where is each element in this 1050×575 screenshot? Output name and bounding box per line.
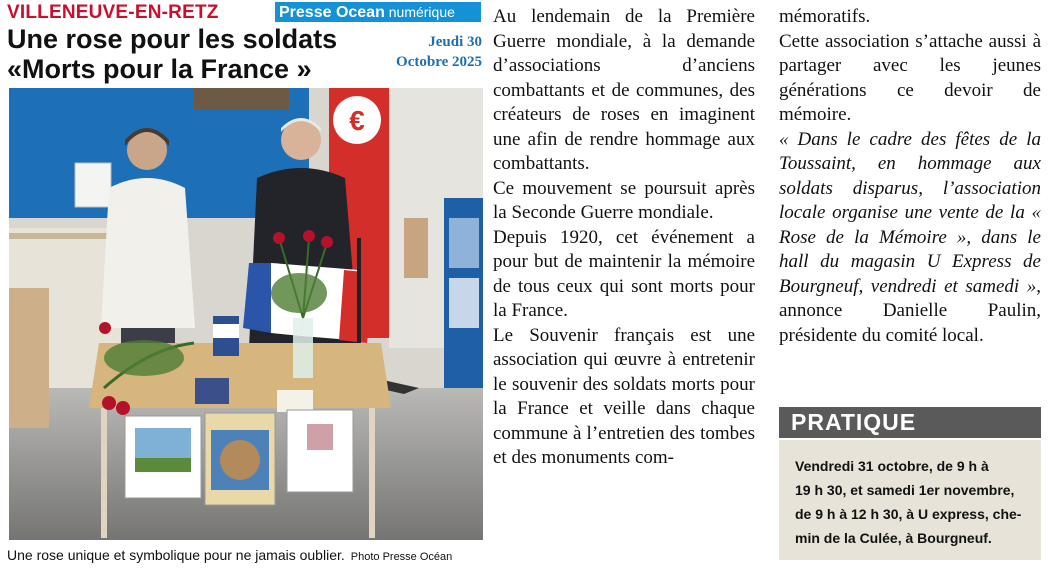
banner-logo-glyph: € bbox=[349, 105, 365, 136]
article-header-column bbox=[0, 0, 486, 575]
article-paragraph: Au lendemain de la Première Guerre mondiale, à la demande d’associations d’anciens combattants et de communes, des créateurs de roses en imaginent une afin de rendre hommage aux combattants. bbox=[493, 6, 755, 174]
brand-suffix: numérique bbox=[388, 4, 455, 20]
article-quote-paragraph bbox=[779, 128, 1041, 349]
brand-name: Presse Ocean bbox=[279, 4, 385, 21]
rose bbox=[116, 401, 130, 415]
article-paragraph: Cette association s’attache aussi à partager avec les jeunes générations ce devoir de mémoire. bbox=[779, 30, 1041, 125]
article-paragraph: Depuis 1920, cet événement a pour but de maintenir la mémoire de tous ceux qui sont morts pour la France. bbox=[493, 226, 755, 321]
photo-credit: Photo Presse Océan bbox=[350, 551, 453, 563]
publication-date bbox=[372, 32, 482, 72]
article-column-3 bbox=[779, 5, 1041, 348]
rose bbox=[99, 322, 111, 334]
article-paragraph: Le Souvenir français est une association qui œuvre à entretenir le souvenir des soldats morts pour la France et veille dans chaque commune à l’entretien des tombes et des monuments com- bbox=[493, 324, 755, 468]
pratique-box bbox=[779, 440, 1041, 560]
quote-attribution: , annonce Danielle Paulin, présidente du comité local. bbox=[779, 275, 1041, 346]
headline bbox=[7, 24, 377, 84]
pratique-line: Vendredi 31 octobre, de 9 h à bbox=[795, 458, 989, 474]
leaflet bbox=[277, 390, 313, 412]
rose bbox=[102, 396, 116, 410]
pratique-line: min de la Culée, à Bourgneuf. bbox=[795, 530, 992, 546]
leaflet bbox=[195, 378, 229, 404]
article-photo bbox=[9, 88, 483, 540]
article-paragraph: mémoratifs. bbox=[779, 6, 871, 27]
brand-banner bbox=[275, 2, 481, 22]
poster-rose bbox=[287, 410, 353, 492]
window-frame bbox=[194, 88, 289, 110]
article-quote: « Dans le cadre des fêtes de la Toussaint, en hommage aux soldats disparus, l’association locale organise une vente de la « Rose de la Mémoire », dans le hall du magasin U Express de Bourgneuf, vendredi et samedi » bbox=[779, 128, 1041, 297]
pratique-heading: PRATIQUE bbox=[779, 407, 1041, 438]
article-column-2 bbox=[493, 5, 755, 471]
article-paragraph: Ce mouvement se poursuit après la Seconde Guerre mondiale. bbox=[493, 177, 755, 223]
rose bbox=[303, 230, 315, 242]
person-woman-jacket bbox=[101, 178, 195, 328]
vase bbox=[293, 318, 313, 378]
date-line-1: Jeudi 30 bbox=[428, 34, 482, 50]
poster bbox=[75, 163, 111, 207]
pratique-line: de 9 h à 12 h 30, à U express, che- bbox=[795, 506, 1022, 522]
wood-cabinet bbox=[9, 288, 49, 428]
location-kicker: VILLENEUVE-EN-RETZ bbox=[7, 2, 219, 23]
photo-caption bbox=[7, 547, 483, 563]
rose bbox=[273, 232, 285, 244]
headline-line-1: Une rose pour les soldats bbox=[7, 24, 338, 54]
caption-text: Une rose unique et symbolique pour ne jamais oublier. bbox=[7, 547, 345, 563]
date-line-2: Octobre 2025 bbox=[396, 54, 482, 70]
pratique-line: 19 h 30, et samedi 1er novembre, bbox=[795, 482, 1015, 498]
rose bbox=[321, 236, 333, 248]
photo-illustration bbox=[9, 88, 483, 540]
headline-line-2: «Morts pour la France » bbox=[7, 54, 312, 84]
